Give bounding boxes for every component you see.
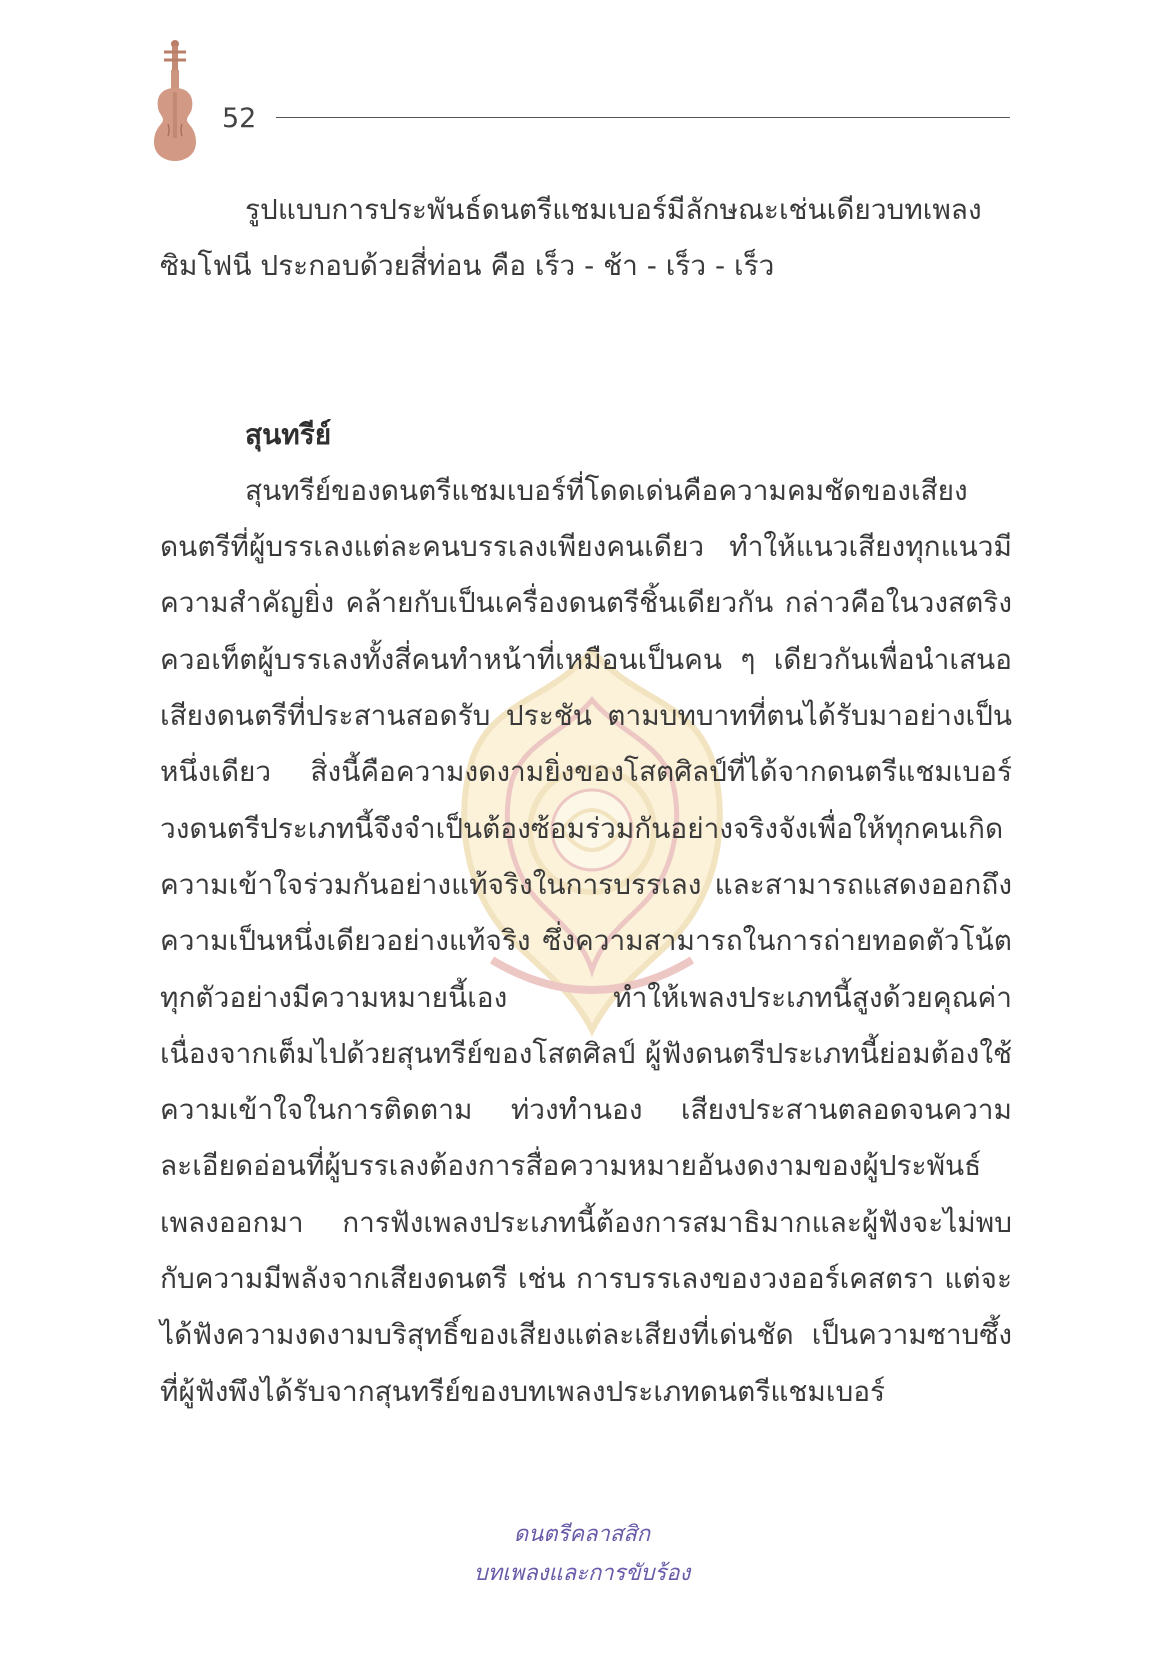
header-rule	[276, 117, 1010, 118]
intro-paragraph: รูปแบบการประพันธ์ดนตรีแชมเบอร์มีลักษณะเช่นเดียวบทเพลงซิมโฟนี ประกอบด้วยสี่ท่อน คือ เร็ว - ช้า - เร็ว - เร็ว	[160, 193, 982, 283]
section-heading: สุนทรีย์	[245, 417, 332, 451]
page-number: 52	[222, 103, 257, 134]
section-paragraph: สุนทรีย์ของดนตรีแชมเบอร์ที่โดดเด่นคือความคมชัดของเสียงดนตรีที่ผู้บรรเลงแต่ละคนบรรเลงเพียงคนเดียว ทำให้แนวเสียงทุกแนวมีความสำคัญยิ่ง คล้ายกับเป็นเครื่องดนตรีชิ้นเดียวกัน กล่าวคือในวงสตริงควอเท็ตผู้บรรเลงทั้งสี่คนทำหน้าที่เหมือนเป็นคน ๆ เดียวกันเพื่อนำเสนอเสียงดนตรีที่ประสานสอดรับ ประชัน ตามบทบาทที่ตนได้รับมาอย่างเป็นหนึ่งเดียว สิ่งนี้คือความงดงามยิ่งของโสตศิลป์ที่ได้จากดนตรีแชมเบอร์ วงดนตรีประเภทนี้จึงจำเป็นต้องซ้อมร่วมกันอย่างจริงจังเพื่อให้ทุกคนเกิดความเข้าใจร่วมกันอย่างแท้จริงในการบรรเลง และสามารถแสดงออกถึงความเป็นหนึ่งเดียวอย่างแท้จริง ซึ่งความสามารถในการถ่ายทอดตัวโน้ตทุกตัวอย่างมีความหมายนี้เอง ทำให้เพลงประเภทนี้สูงด้วยคุณค่าเนื่องจากเต็มไปด้วยสุนทรีย์ของโสตศิลป์ ผู้ฟังดนตรีประเภทนี้ย่อมต้องใช้ความเข้าใจในการติดตาม ท่วงทำนอง เสียงประสานตลอดจนความละเอียดอ่อนที่ผู้บรรเลงต้องการสื่อความหมายอันงดงามของผู้ประพันธ์เพลงออกมา การฟังเพลงประเภทนี้ต้องการสมาธิมากและผู้ฟังจะไม่พบกับความมีพลังจากเสียงดนตรี เช่น การบรรเลงของวงออร์เคสตรา แต่จะได้ฟังความงดงามบริสุทธิ์ของเสียงแต่ละเสียงที่เด่นชัด เป็นความซาบซึ้งที่ผู้ฟังพึงได้รับจากสุนทรีย์ของบทเพลงประเภทดนตรีแชมเบอร์	[160, 473, 1012, 1408]
footer-book-subtitle: บทเพลงและการขับร้อง	[473, 1561, 691, 1586]
footer-book-title: ดนตรีคลาสสิก	[513, 1522, 651, 1547]
violin-icon	[150, 38, 200, 162]
document-body	[160, 182, 1012, 1420]
